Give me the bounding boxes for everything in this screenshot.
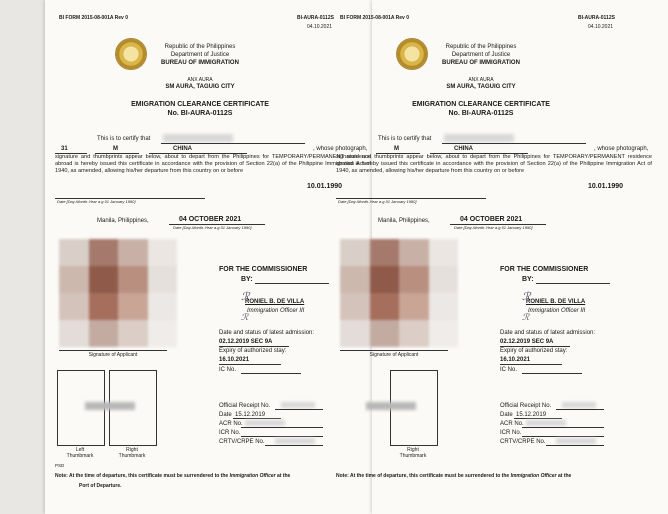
header-department: Department of Justice: [170, 52, 230, 58]
redacted-or-number: [281, 402, 315, 408]
note-text: Note: At the time of departure, this certificate must be surrendered to the: [55, 473, 229, 479]
issue-date: 04 OCTOBER 2021: [460, 216, 523, 223]
issue-date-format-hint: Date [Day-Month-Year a.g 01 January 1990]: [454, 225, 533, 230]
or-label: Official Receipt No.: [500, 403, 552, 409]
or-line: [275, 409, 323, 410]
issue-date: 04 OCTOBER 2021: [179, 216, 242, 223]
left-thumb-label: Left Thumbmark: [66, 447, 94, 459]
by-label: BY:: [241, 276, 253, 283]
valid-until-date: 10.01.1990: [588, 183, 624, 190]
acr-label: ACR No.: [500, 421, 524, 427]
form-code: BI FORM 2015-08-001A Rev 0: [59, 15, 129, 21]
sex-value: M: [113, 146, 118, 152]
issue-date-format-hint: Date [Day-Month-Year a.g 01 January 1990]: [173, 225, 252, 230]
officer-title: Immigration Officer III: [247, 308, 305, 314]
right-thumb-label: Right Thumbmark: [118, 447, 146, 459]
admission-line: [219, 346, 289, 347]
admission-line: [500, 346, 570, 347]
acr-line: [241, 427, 323, 428]
ic-label: IC No.: [500, 367, 518, 373]
ic-line: [522, 373, 582, 374]
applicant-photo: [340, 239, 458, 347]
date-format-hint: Date [Day-Month-Year a.g 01 January 1990]: [338, 199, 417, 204]
office-small: ANX AURA: [468, 77, 494, 83]
expiry-value: 16.10.2021: [219, 357, 250, 363]
officer-signature-icon: ℛ: [522, 290, 531, 303]
crtv-line: [265, 445, 323, 446]
certificate-body: signature and thumbprints appear below, about to depart from the Philippines for TEMPORARY/PERMANENT residence abroad is hereby issued this certificate in accordance with the provision of Section 22(a) of the Philippine Immigration Act of 1940, as amended, allowing his/her departure from this country on or before: [55, 154, 371, 175]
office-small: ANX AURA: [187, 77, 213, 83]
by-line: [255, 283, 329, 284]
admission-value: 02.12.2019 SEC 9A: [500, 339, 554, 345]
redacted-acr: [245, 420, 285, 426]
office-name: SM AURA, TAGUIG CITY: [446, 84, 516, 90]
age-value: 31: [61, 146, 68, 152]
header-bureau: BUREAU OF IMMIGRATION: [442, 60, 520, 66]
departure-note: [55, 474, 290, 479]
applicant-signature-line: [340, 350, 448, 351]
for-commissioner: FOR THE COMMISSIONER: [500, 266, 589, 273]
expiry-line: [219, 364, 281, 365]
icr-label: ICR No.: [219, 430, 241, 436]
admission-label: Date and status of latest admission:: [500, 330, 596, 336]
or-line: [556, 409, 604, 410]
header-department: Department of Justice: [451, 52, 511, 58]
expiry-label: Expiry of authorized stay:: [500, 348, 568, 354]
certificate-page-right: [336, 0, 668, 514]
sex-value: M: [394, 146, 399, 152]
certify-lead: This is to certify that: [97, 136, 151, 142]
redacted-crtv: [275, 438, 315, 444]
bureau-seal-icon: [396, 38, 428, 70]
note-italic: Immigration Officer: [510, 473, 557, 479]
office-name: SM AURA, TAGUIG CITY: [165, 84, 235, 90]
date-format-hint: Date [Day-Month-Year a.g 01 January 1990]: [57, 199, 136, 204]
note-line-2: Port of Departure.: [79, 483, 122, 489]
officer-title: Immigration Officer III: [528, 308, 586, 314]
crtv-label: CRTV/CRPE No.: [500, 439, 546, 445]
officer-signature-icon: ℛ: [241, 290, 250, 303]
icr-line: [241, 436, 323, 437]
certificate-title: EMIGRATION CLEARANCE CERTIFICATE: [412, 101, 550, 108]
by-label: BY:: [522, 276, 534, 283]
certificate-title: EMIGRATION CLEARANCE CERTIFICATE: [131, 101, 269, 108]
receipt-date-value: 15.12.2019: [516, 412, 547, 418]
form-code: BI FORM 2015-08-001A Rev 0: [340, 15, 410, 21]
officer-name: RONIEL B. DE VILLA: [526, 299, 586, 305]
redacted-acr: [526, 420, 566, 426]
certificate-number: No. BI-AURA-0112S: [167, 110, 233, 117]
note-tail: at the: [558, 473, 572, 479]
icr-label: ICR No.: [500, 430, 522, 436]
control-date: 04.10.2021: [307, 24, 333, 30]
expiry-value: 16.10.2021: [500, 357, 531, 363]
note-text: Note: At the time of departure, this certificate must be surrendered to the: [336, 473, 510, 479]
acr-label: ACR No.: [219, 421, 243, 427]
redacted-or-number: [562, 402, 596, 408]
redacted-thumb-signature: [85, 402, 135, 410]
note-italic: Immigration Officer: [229, 473, 276, 479]
officer-initial-icon: ℛ: [522, 313, 530, 323]
psd-code: PSD: [55, 463, 65, 468]
control-date: 04.10.2021: [588, 24, 614, 30]
receipt-date-line: [514, 418, 562, 419]
header-republic: Republic of the Philippines: [164, 44, 236, 50]
photo-clause: , whose photograph,: [594, 146, 649, 152]
control-number: BI-AURA-0112S: [297, 15, 334, 21]
certificate-body: signature and thumbprints appear below, about to depart from the Philippines for TEMPORARY/PERMANENT residence abroad is hereby issued this certificate in accordance with the provision of Section 22(a) of the Philippine Immigration Act of 1940, as amended, allowing his/her departure from this country on or before: [336, 154, 652, 175]
redacted-name: [163, 134, 233, 142]
valid-until-date: 10.01.1990: [307, 183, 343, 190]
receipt-date-value: 15.12.2019: [235, 412, 266, 418]
admission-value: 02.12.2019 SEC 9A: [219, 339, 273, 345]
admission-label: Date and status of latest admission:: [219, 330, 315, 336]
control-number: BI-AURA-0112S: [578, 15, 615, 21]
note-tail: at the: [277, 473, 291, 479]
certify-lead: This is to certify that: [378, 136, 432, 142]
certificate-content-copy: [326, 0, 668, 514]
redacted-crtv: [556, 438, 596, 444]
acr-line: [522, 427, 604, 428]
certificate-number: No. BI-AURA-0112S: [448, 110, 514, 117]
or-label: Official Receipt No.: [219, 403, 271, 409]
officer-initial-icon: ℛ: [241, 313, 249, 323]
name-line: [161, 143, 305, 144]
right-thumb-label: Right Thumbmark: [399, 447, 427, 459]
signature-label: Signature of Applicant: [88, 352, 138, 358]
header-republic: Republic of the Philippines: [445, 44, 517, 50]
crtv-line: [546, 445, 604, 446]
crtv-label: CRTV/CRPE No.: [219, 439, 265, 445]
applicant-photo: [59, 239, 177, 347]
nationality-value: CHINA: [454, 146, 473, 152]
header-bureau: BUREAU OF IMMIGRATION: [161, 60, 239, 66]
departure-note: [336, 474, 571, 479]
ic-label: IC No.: [219, 367, 237, 373]
ic-line: [241, 373, 301, 374]
nationality-value: CHINA: [173, 146, 192, 152]
receipt-date-line: [233, 418, 281, 419]
expiry-line: [500, 364, 562, 365]
place-label: Manila, Philippines,: [97, 218, 149, 224]
signature-label: Signature of Applicant: [369, 352, 419, 358]
icr-line: [522, 436, 604, 437]
bureau-seal-icon: [115, 38, 147, 70]
receipt-date-label: Date: [500, 412, 513, 418]
place-label: Manila, Philippines,: [378, 218, 430, 224]
officer-name: RONIEL B. DE VILLA: [245, 299, 305, 305]
redacted-name: [444, 134, 514, 142]
applicant-signature-line: [59, 350, 167, 351]
name-line: [442, 143, 586, 144]
redacted-thumb-signature: [366, 402, 416, 410]
for-commissioner: FOR THE COMMISSIONER: [219, 266, 308, 273]
by-line: [536, 283, 610, 284]
photo-clause: , whose photograph,: [313, 146, 368, 152]
expiry-label: Expiry of authorized stay:: [219, 348, 287, 354]
receipt-date-label: Date: [219, 412, 232, 418]
